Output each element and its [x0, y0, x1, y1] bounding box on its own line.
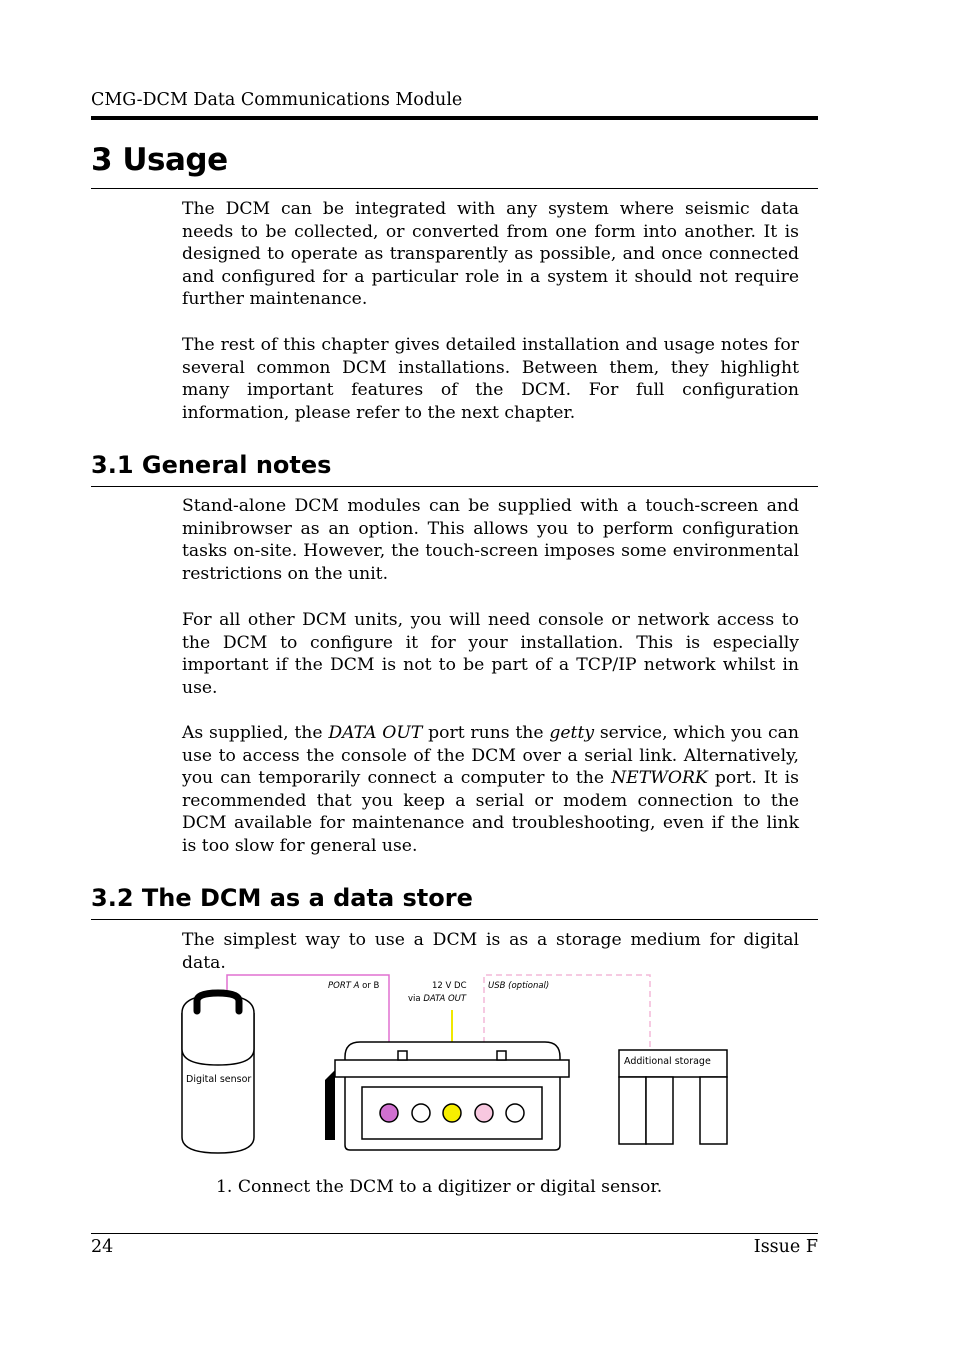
general-notes-paragraph-2: For all other DCM units, you will need console or network access to the DCM to configure it for your installation. This is especially important if the DCM is not to be part of a TCP/IP network whilst in use.	[182, 610, 799, 698]
step-item: 1. Connect the DCM to a digitizer or digital sensor.	[216, 1177, 663, 1197]
section-rule-general-notes	[91, 486, 818, 487]
chapter-rule	[91, 188, 818, 189]
intro-paragraph-1: The DCM can be integrated with any system where seismic data needs to be collected, or converted from one form into another. It is designed to operate as transparently as possible, and once connected and configured for a particular role in a system it should not require further maintenance.	[182, 199, 799, 310]
intro-paragraph-2: The rest of this chapter gives detailed installation and usage notes for several common DCM installations. Between them, they highlight many important features of the DCM. For full configuration information, please refer to the next chapter.	[182, 335, 799, 423]
storage-label: Additional storage	[624, 1056, 711, 1067]
dcm-connection-diagram	[175, 965, 735, 1165]
p3-text-4: port. It is recommended that you keep a serial or modem connection to the DCM available for maintenance and troubleshooting, even if the link is too slow for general use.	[182, 768, 800, 856]
chapter-title: 3 Usage	[91, 142, 228, 178]
section-rule-data-store	[91, 919, 818, 920]
section-title-data-store: 3.2 The DCM as a data store	[91, 884, 473, 912]
connector-2	[412, 1104, 430, 1122]
p3-text-1: As supplied, the	[182, 723, 329, 743]
dcm-unit	[325, 1042, 569, 1150]
additional-storage	[619, 1050, 727, 1144]
p3-text-3: service, which you can use to access the console of the DCM over a serial link. Alternatively, you can temporarily connect a computer to the	[182, 723, 799, 789]
usb-connector	[475, 1104, 493, 1122]
port-label: PORT A or B	[328, 981, 380, 991]
network-term: NETWORK	[611, 768, 708, 789]
usb-label: USB (optional)	[488, 981, 550, 991]
getty-term: getty	[549, 723, 595, 743]
data-store-paragraph-1: The simplest way to use a DCM is as a storage medium for digital data.	[182, 930, 799, 973]
issue-label: Issue F	[753, 1237, 818, 1257]
running-header: CMG-DCM Data Communications Module	[91, 90, 463, 110]
page-number: 24	[91, 1237, 114, 1257]
power-label-line1: 12 V DC	[432, 981, 467, 991]
p3-text-2: port runs the	[422, 723, 550, 743]
data-out-connector	[443, 1104, 461, 1122]
power-label-line2: via DATA OUT	[408, 994, 467, 1004]
section-title-general-notes: 3.1 General notes	[91, 451, 332, 479]
footer-rule	[91, 1233, 818, 1234]
general-notes-paragraph-1: Stand-alone DCM modules can be supplied with a touch-screen and minibrowser as an option. This allows you to perform configuration tasks on-site. However, the touch-screen imposes some environmental restrictions on the unit.	[182, 496, 799, 584]
general-notes-paragraph-3	[182, 722, 799, 858]
data-out-term: DATA OUT	[328, 723, 423, 743]
digital-sensor	[182, 993, 254, 1153]
connector-5	[506, 1104, 524, 1122]
header-rule	[91, 116, 818, 120]
port-a-connector	[380, 1104, 398, 1122]
sensor-label: Digital sensor	[186, 1074, 252, 1085]
